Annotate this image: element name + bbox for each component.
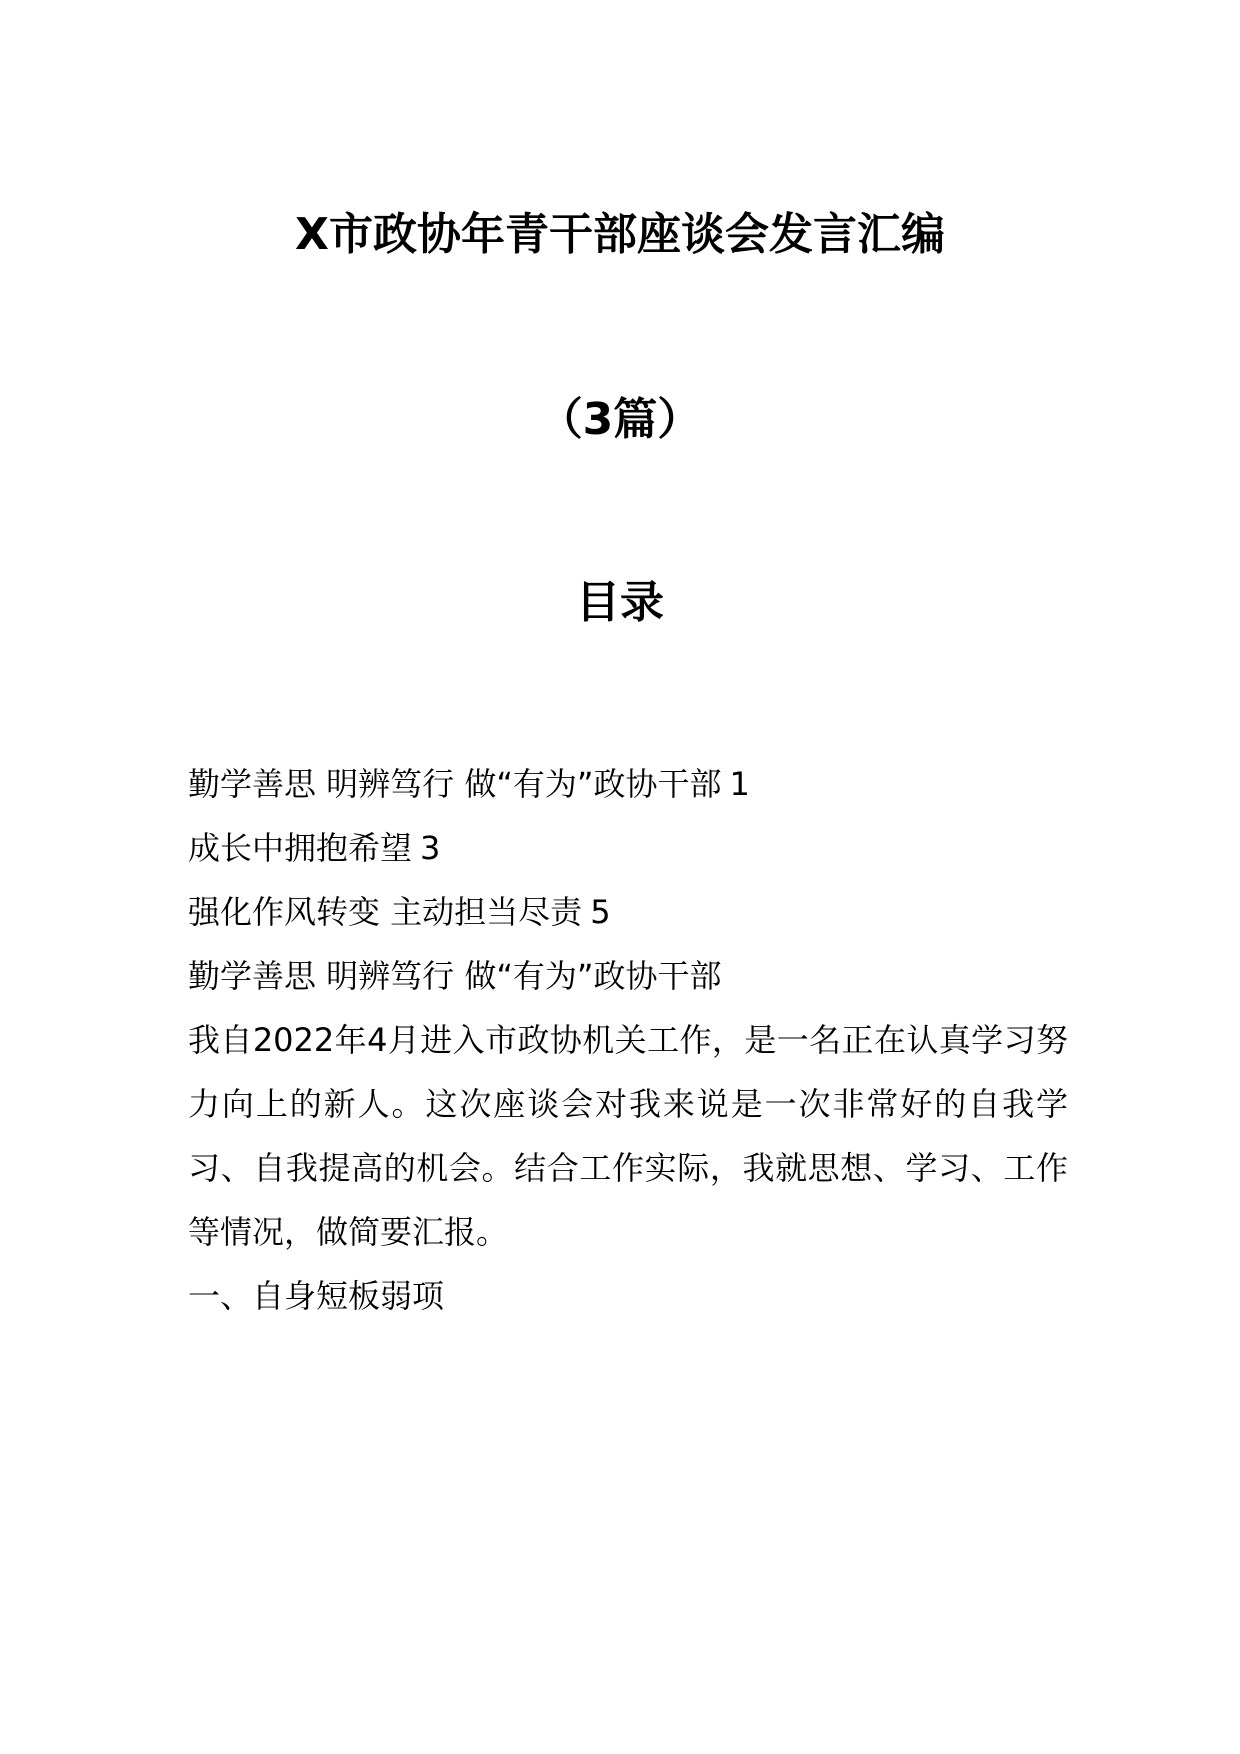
section-title: 勤学善思 明辨笃行 做“有为”政协干部 [188,957,722,995]
document-body [188,944,1068,1328]
section-heading: 一、自身短板弱项 [188,1277,445,1315]
table-of-contents [188,752,1068,944]
toc-item[interactable] [188,752,1068,816]
toc-item[interactable] [188,816,1068,880]
toc-heading: 目录 [576,577,664,628]
document-subtitle: （3篇） [538,394,702,445]
toc-item-label: 成长中拥抱希望 [188,829,413,867]
toc-item-page: 1 [729,765,750,803]
toc-item-label: 勤学善思 明辨笃行 做“有为”政协干部 [188,765,722,803]
document-title: X市政协年青干部座谈会发言汇编 [295,209,945,260]
toc-item-label: 强化作风转变 主动担当尽责 [188,893,583,931]
toc-item-page: 5 [590,893,611,931]
toc-item[interactable] [188,880,1068,944]
body-paragraph: 我自2022年4月进入市政协机关工作，是一名正在认真学习努力向上的新人。这次座谈会对我来说是一次非常好的自我学习、自我提高的机会。结合工作实际，我就思想、学习、工作等情况，做简要汇报。 [188,1021,1068,1251]
toc-item-page: 3 [420,829,441,867]
